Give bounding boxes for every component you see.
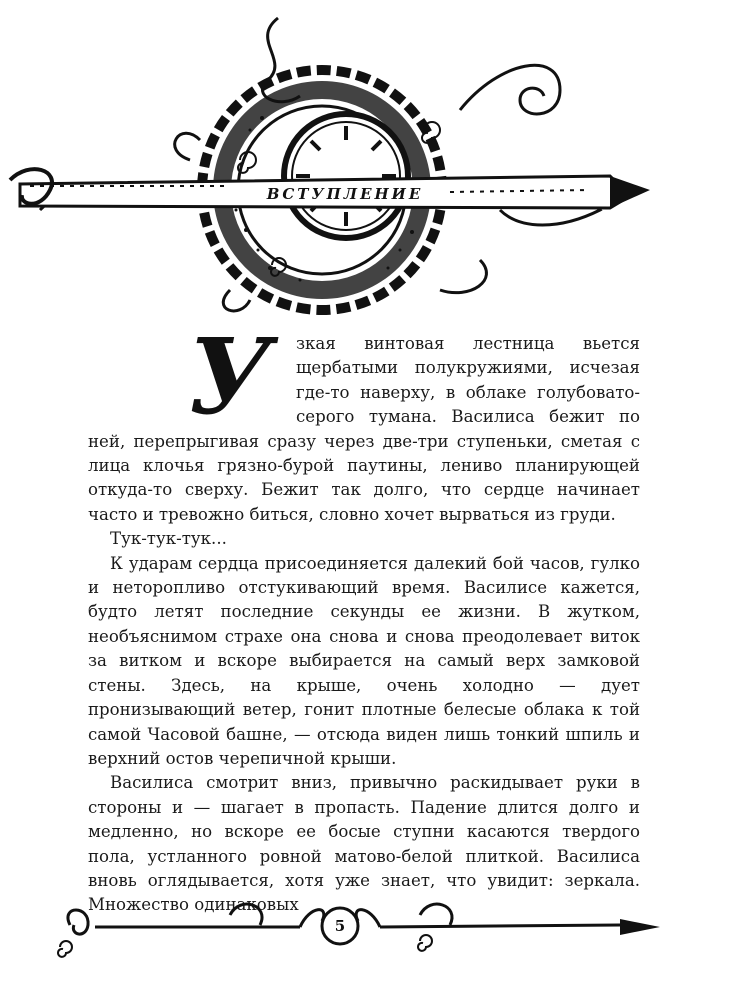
paragraph-1-text: зкая винтовая лестница вьется щербатыми полукружиями, исчезая где-то наверху, в облаке голубовато-серого тумана. Василиса бежит по ней, перепрыгивая сразу через две-три ступеньки, сметая с лица клочья грязно-бурой паутины, лениво планирующей откуда-то сверху. Бежит так долго, что сердце начинает часто и тревожно биться, словно хочет вырваться из груди. <box>88 334 640 524</box>
chapter-text <box>88 315 640 918</box>
footer-scroll-icon <box>0 895 730 975</box>
dropcap <box>170 315 290 438</box>
dropcap-letter: У <box>187 315 273 438</box>
chapter-title: ВСТУПЛЕНИЕ <box>266 185 424 203</box>
page-number: 5 <box>334 917 346 935</box>
paragraph-2: Тук-тук-тук... <box>110 529 227 549</box>
paragraph-1 <box>88 315 640 527</box>
paragraph-3: К ударам сердца присоединяется далекий бой часов, гулко и неторопливо отстукивающий время. Василисе кажется, будто летят последние секунды ее жизни. В жутком, необъяснимом страхе она снова и снова преодолевает виток за витком и вскоре выбирается на самый верх замковой стены. Здесь, на крыше, очень холодно — дует пронизывающий ветер, гонит плотные белесые облака к той самой Часовой башне, — отсюда виден лишь тонкий шпиль и верхний остов черепичной крыши. <box>88 553 640 768</box>
clock-ornament-icon <box>0 0 730 330</box>
paragraph-4: Василиса смотрит вниз, привычно раскидывает руки в стороны и — шагает в пропасть. Падение длится долго и медленно, но вскоре ее босые ступни касаются твердого пола, устланного ровной матово-белой плиткой. Василиса вновь оглядывается, хотя уже знает, что увидит: зеркала. Множество одинаковых <box>88 773 640 915</box>
